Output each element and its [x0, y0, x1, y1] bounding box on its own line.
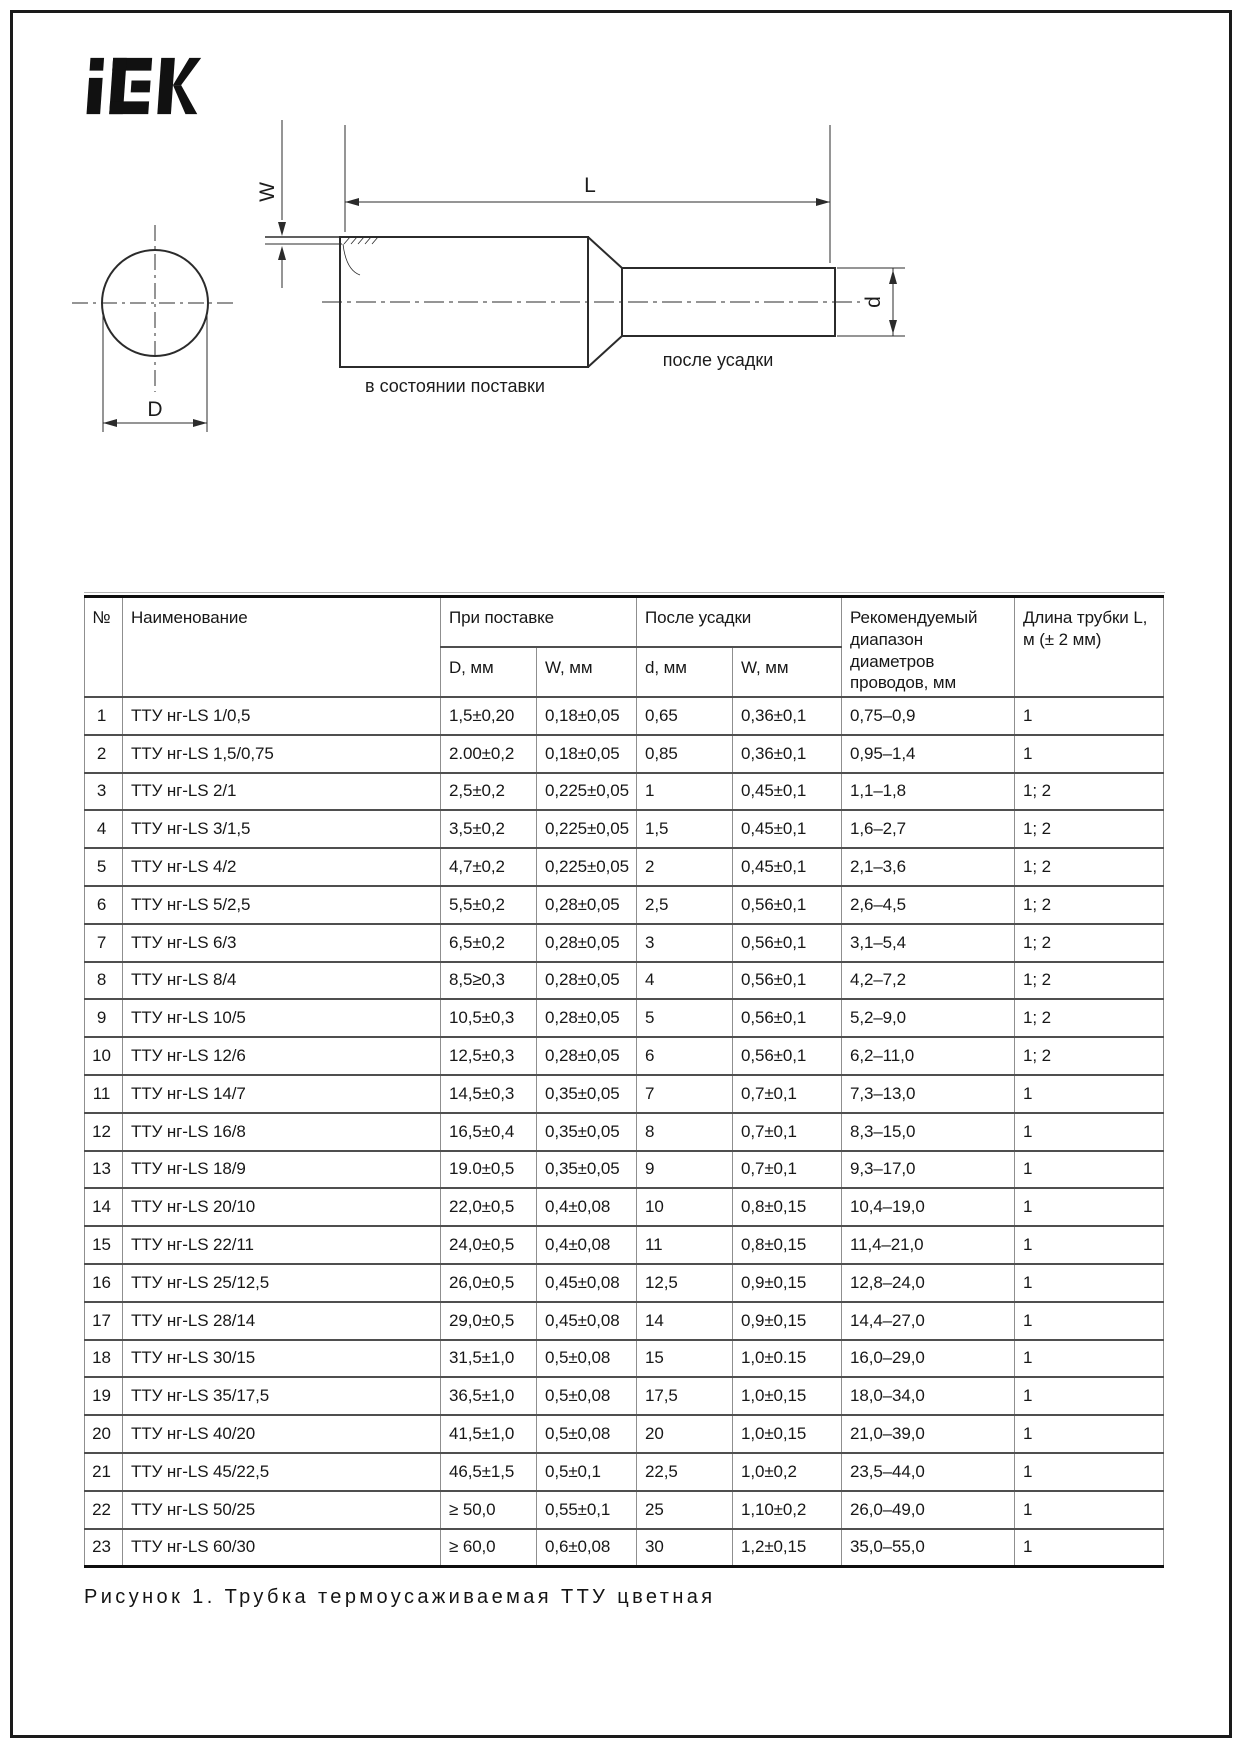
table-row: [85, 848, 1164, 886]
label-L: L: [584, 174, 596, 197]
logo-i-dot: [90, 58, 105, 71]
shrunk-w-value: 0,7±0,1: [733, 1151, 842, 1189]
item-name: ТТУ нг-LS 45/22,5: [123, 1453, 441, 1491]
table-row: [85, 1453, 1164, 1491]
row-number: 22: [85, 1491, 123, 1529]
label-W: W: [256, 182, 279, 202]
shrunk-d-value: 2,5: [637, 886, 733, 924]
shrunk-w-value: 0,56±0,1: [733, 924, 842, 962]
table-row: [85, 1188, 1164, 1226]
supplied-d-value: 2.00±0,2: [441, 735, 537, 773]
supplied-d-value: 5,5±0,2: [441, 886, 537, 924]
shrunk-d-value: 0,85: [637, 735, 733, 773]
iek-logo: [85, 55, 203, 117]
row-number: 17: [85, 1302, 123, 1340]
tube-length-value: 1: [1015, 1415, 1164, 1453]
shrunk-d-value: 3: [637, 924, 733, 962]
supplied-w-value: 0,28±0,05: [537, 886, 637, 924]
table-row: [85, 697, 1164, 735]
supplied-w-value: 0,28±0,05: [537, 1037, 637, 1075]
supplied-w-value: 0,35±0,05: [537, 1113, 637, 1151]
tube-length-value: 1: [1015, 1529, 1164, 1567]
item-name: ТТУ нг-LS 30/15: [123, 1340, 441, 1378]
tube-length-value: 1: [1015, 1453, 1164, 1491]
shrunk-d-value: 15: [637, 1340, 733, 1378]
row-number: 20: [85, 1415, 123, 1453]
header-shrunk-W: W, мм: [733, 647, 842, 697]
supplied-w-value: 0,225±0,05: [537, 810, 637, 848]
row-number: 13: [85, 1151, 123, 1189]
supplied-d-value: ≥ 60,0: [441, 1529, 537, 1567]
item-name: ТТУ нг-LS 14/7: [123, 1075, 441, 1113]
tube-end-view: [72, 225, 238, 392]
table-row: [85, 1113, 1164, 1151]
row-number: 12: [85, 1113, 123, 1151]
shrunk-w-value: 0,56±0,1: [733, 999, 842, 1037]
item-name: ТТУ нг-LS 35/17,5: [123, 1377, 441, 1415]
table-row: [85, 1151, 1164, 1189]
row-number: 3: [85, 773, 123, 811]
row-number: 15: [85, 1226, 123, 1264]
header-shrunk-d: d, мм: [637, 647, 733, 697]
supplied-w-value: 0,5±0,08: [537, 1377, 637, 1415]
shrunk-d-value: 4: [637, 962, 733, 1000]
supplied-d-value: 29,0±0,5: [441, 1302, 537, 1340]
item-name: ТТУ нг-LS 2/1: [123, 773, 441, 811]
table-row: [85, 1302, 1164, 1340]
item-name: ТТУ нг-LS 10/5: [123, 999, 441, 1037]
item-name: ТТУ нг-LS 12/6: [123, 1037, 441, 1075]
table-row: [85, 1340, 1164, 1378]
row-number: 19: [85, 1377, 123, 1415]
item-name: ТТУ нг-LS 3/1,5: [123, 810, 441, 848]
supplied-d-value: 36,5±1,0: [441, 1377, 537, 1415]
wire-range-value: 26,0–49,0: [842, 1491, 1015, 1529]
row-number: 6: [85, 886, 123, 924]
shrunk-d-value: 2: [637, 848, 733, 886]
wire-range-value: 18,0–34,0: [842, 1377, 1015, 1415]
supplied-w-value: 0,45±0,08: [537, 1302, 637, 1340]
table-row: [85, 1415, 1164, 1453]
shrunk-w-value: 0,8±0,15: [733, 1188, 842, 1226]
tube-length-value: 1; 2: [1015, 1037, 1164, 1075]
supplied-d-value: 8,5≥0,3: [441, 962, 537, 1000]
supplied-w-value: 0,5±0,08: [537, 1340, 637, 1378]
tube-length-value: 1: [1015, 1226, 1164, 1264]
wire-range-value: 4,2–7,2: [842, 962, 1015, 1000]
wall-hatching: [343, 237, 378, 275]
item-name: ТТУ нг-LS 22/11: [123, 1226, 441, 1264]
tube-length-value: 1; 2: [1015, 999, 1164, 1037]
header-supplied: При поставке: [441, 597, 637, 647]
supplied-d-value: 16,5±0,4: [441, 1113, 537, 1151]
tube-length-value: 1: [1015, 1340, 1164, 1378]
item-name: ТТУ нг-LS 1/0,5: [123, 697, 441, 735]
supplied-d-value: 14,5±0,3: [441, 1075, 537, 1113]
shrunk-w-value: 1,0±0,15: [733, 1415, 842, 1453]
supplied-w-value: 0,5±0,08: [537, 1415, 637, 1453]
logo-k-arm: [173, 58, 201, 85]
shrunk-w-value: 1,10±0,2: [733, 1491, 842, 1529]
header-tube-length: Длина трубки L, м (± 2 мм): [1015, 597, 1164, 698]
row-number: 18: [85, 1340, 123, 1378]
supplied-w-value: 0,55±0,1: [537, 1491, 637, 1529]
wire-range-value: 9,3–17,0: [842, 1151, 1015, 1189]
table-row: [85, 1491, 1164, 1529]
wire-range-value: 16,0–29,0: [842, 1340, 1015, 1378]
shrunk-w-value: 1,0±0,15: [733, 1377, 842, 1415]
wire-range-value: 23,5–44,0: [842, 1453, 1015, 1491]
table-row: [85, 999, 1164, 1037]
supplied-w-value: 0,35±0,05: [537, 1075, 637, 1113]
row-number: 11: [85, 1075, 123, 1113]
item-name: ТТУ нг-LS 16/8: [123, 1113, 441, 1151]
shrunk-d-value: 5: [637, 999, 733, 1037]
table-row: [85, 924, 1164, 962]
item-name: ТТУ нг-LS 25/12,5: [123, 1264, 441, 1302]
table-row: [85, 1075, 1164, 1113]
spec-table-body: [85, 697, 1164, 1566]
tube-length-value: 1; 2: [1015, 773, 1164, 811]
shrunk-w-value: 1,0±0.15: [733, 1340, 842, 1378]
row-number: 9: [85, 999, 123, 1037]
shrunk-d-value: 1,5: [637, 810, 733, 848]
logo-k-stem: [157, 58, 175, 114]
wire-range-value: 8,3–15,0: [842, 1113, 1015, 1151]
shrunk-d-value: 17,5: [637, 1377, 733, 1415]
shrunk-w-value: 0,36±0,1: [733, 697, 842, 735]
supplied-w-value: 0,18±0,05: [537, 735, 637, 773]
wire-range-value: 10,4–19,0: [842, 1188, 1015, 1226]
shrunk-d-value: 1: [637, 773, 733, 811]
wire-range-value: 6,2–11,0: [842, 1037, 1015, 1075]
tube-length-value: 1; 2: [1015, 924, 1164, 962]
header-supplied-D: D, мм: [441, 647, 537, 697]
item-name: ТТУ нг-LS 18/9: [123, 1151, 441, 1189]
wire-range-value: 3,1–5,4: [842, 924, 1015, 962]
wire-range-value: 7,3–13,0: [842, 1075, 1015, 1113]
shrunk-d-value: 30: [637, 1529, 733, 1567]
table-row: [85, 962, 1164, 1000]
shrunk-d-value: 8: [637, 1113, 733, 1151]
table-row: [85, 1264, 1164, 1302]
supplied-d-value: 41,5±1,0: [441, 1415, 537, 1453]
tube-length-value: 1: [1015, 1151, 1164, 1189]
wire-range-value: 14,4–27,0: [842, 1302, 1015, 1340]
spec-table: [84, 595, 1164, 1568]
label-supplied-state: в состоянии поставки: [365, 376, 545, 396]
wire-range-value: 35,0–55,0: [842, 1529, 1015, 1567]
wire-range-value: 2,6–4,5: [842, 886, 1015, 924]
shrunk-w-value: 0,45±0,1: [733, 773, 842, 811]
tube-length-value: 1: [1015, 1264, 1164, 1302]
table-row: [85, 810, 1164, 848]
tube-length-value: 1; 2: [1015, 810, 1164, 848]
tube-length-value: 1: [1015, 1113, 1164, 1151]
supplied-w-value: 0,35±0,05: [537, 1151, 637, 1189]
supplied-w-value: 0,4±0,08: [537, 1188, 637, 1226]
item-name: ТТУ нг-LS 40/20: [123, 1415, 441, 1453]
shrunk-d-value: 6: [637, 1037, 733, 1075]
header-wire-range: Рекомендуемый диапазон диаметров проводов, мм: [842, 597, 1015, 698]
item-name: ТТУ нг-LS 20/10: [123, 1188, 441, 1226]
shrunk-d-value: 22,5: [637, 1453, 733, 1491]
wire-range-value: 5,2–9,0: [842, 999, 1015, 1037]
tube-length-value: 1; 2: [1015, 848, 1164, 886]
shrunk-d-value: 12,5: [637, 1264, 733, 1302]
shrunk-d-value: 14: [637, 1302, 733, 1340]
shrunk-d-value: 7: [637, 1075, 733, 1113]
table-row: [85, 773, 1164, 811]
shrunk-d-value: 11: [637, 1226, 733, 1264]
tube-length-value: 1; 2: [1015, 886, 1164, 924]
shrunk-w-value: 0,7±0,1: [733, 1113, 842, 1151]
spec-table-wrap: [84, 592, 1165, 1568]
figure-caption: Рисунок 1. Трубка термоусаживаемая ТТУ цветная: [84, 1586, 716, 1608]
row-number: 21: [85, 1453, 123, 1491]
supplied-w-value: 0,225±0,05: [537, 848, 637, 886]
shrunk-w-value: 0,56±0,1: [733, 962, 842, 1000]
wire-range-value: 21,0–39,0: [842, 1415, 1015, 1453]
supplied-w-value: 0,28±0,05: [537, 962, 637, 1000]
supplied-d-value: 2,5±0,2: [441, 773, 537, 811]
shrunk-w-value: 1,2±0,15: [733, 1529, 842, 1567]
item-name: ТТУ нг-LS 4/2: [123, 848, 441, 886]
wire-range-value: 0,75–0,9: [842, 697, 1015, 735]
wire-range-value: 12,8–24,0: [842, 1264, 1015, 1302]
supplied-d-value: 4,7±0,2: [441, 848, 537, 886]
item-name: ТТУ нг-LS 50/25: [123, 1491, 441, 1529]
table-row: [85, 1529, 1164, 1567]
tube-length-value: 1: [1015, 1377, 1164, 1415]
label-D: D: [147, 398, 163, 421]
item-name: ТТУ нг-LS 6/3: [123, 924, 441, 962]
shrunk-d-value: 0,65: [637, 697, 733, 735]
item-name: ТТУ нг-LS 1,5/0,75: [123, 735, 441, 773]
shrunk-d-value: 25: [637, 1491, 733, 1529]
shrunk-d-value: 10: [637, 1188, 733, 1226]
row-number: 10: [85, 1037, 123, 1075]
shrunk-w-value: 0,56±0,1: [733, 886, 842, 924]
wire-range-value: 2,1–3,6: [842, 848, 1015, 886]
supplied-d-value: 24,0±0,5: [441, 1226, 537, 1264]
shrunk-w-value: 0,45±0,1: [733, 810, 842, 848]
supplied-w-value: 0,45±0,08: [537, 1264, 637, 1302]
logo-k-leg: [171, 85, 199, 114]
table-row: [85, 1226, 1164, 1264]
supplied-d-value: 3,5±0,2: [441, 810, 537, 848]
supplied-d-value: 19.0±0,5: [441, 1151, 537, 1189]
wire-range-value: 0,95–1,4: [842, 735, 1015, 773]
shrunk-d-value: 9: [637, 1151, 733, 1189]
label-after-shrink: после усадки: [662, 350, 774, 370]
supplied-d-value: 6,5±0,2: [441, 924, 537, 962]
supplied-w-value: 0,6±0,08: [537, 1529, 637, 1567]
table-row: [85, 735, 1164, 773]
row-number: 16: [85, 1264, 123, 1302]
label-d: d: [862, 296, 885, 308]
item-name: ТТУ нг-LS 5/2,5: [123, 886, 441, 924]
tube-length-value: 1: [1015, 1491, 1164, 1529]
wire-range-value: 1,6–2,7: [842, 810, 1015, 848]
logo-e-bottom: [109, 101, 149, 114]
tube-length-value: 1: [1015, 1188, 1164, 1226]
table-row: [85, 1377, 1164, 1415]
shrunk-w-value: 0,9±0,15: [733, 1302, 842, 1340]
supplied-w-value: 0,4±0,08: [537, 1226, 637, 1264]
supplied-w-value: 0,28±0,05: [537, 924, 637, 962]
row-number: 14: [85, 1188, 123, 1226]
shrunk-w-value: 0,45±0,1: [733, 848, 842, 886]
supplied-d-value: 1,5±0,20: [441, 697, 537, 735]
item-name: ТТУ нг-LS 28/14: [123, 1302, 441, 1340]
supplied-d-value: ≥ 50,0: [441, 1491, 537, 1529]
spec-table-header: [85, 597, 1164, 698]
table-row: [85, 886, 1164, 924]
header-num: №: [85, 597, 123, 698]
table-row: [85, 1037, 1164, 1075]
tube-length-value: 1: [1015, 1302, 1164, 1340]
shrunk-w-value: 0,36±0,1: [733, 735, 842, 773]
header-after-shrink: После усадки: [637, 597, 842, 647]
supplied-w-value: 0,18±0,05: [537, 697, 637, 735]
row-number: 5: [85, 848, 123, 886]
row-number: 7: [85, 924, 123, 962]
technical-drawing: [60, 120, 1020, 470]
row-number: 8: [85, 962, 123, 1000]
logo-e-mid: [131, 81, 151, 93]
shrunk-w-value: 0,8±0,15: [733, 1226, 842, 1264]
row-number: 4: [85, 810, 123, 848]
shrunk-w-value: 0,56±0,1: [733, 1037, 842, 1075]
shrunk-w-value: 0,7±0,1: [733, 1075, 842, 1113]
supplied-d-value: 26,0±0,5: [441, 1264, 537, 1302]
wire-range-value: 1,1–1,8: [842, 773, 1015, 811]
logo-i-stem: [87, 78, 103, 114]
tube-length-value: 1: [1015, 1075, 1164, 1113]
supplied-d-value: 12,5±0,3: [441, 1037, 537, 1075]
supplied-d-value: 22,0±0,5: [441, 1188, 537, 1226]
item-name: ТТУ нг-LS 60/30: [123, 1529, 441, 1567]
item-name: ТТУ нг-LS 8/4: [123, 962, 441, 1000]
tube-length-value: 1: [1015, 697, 1164, 735]
shrunk-d-value: 20: [637, 1415, 733, 1453]
supplied-d-value: 31,5±1,0: [441, 1340, 537, 1378]
tube-length-value: 1: [1015, 735, 1164, 773]
row-number: 1: [85, 697, 123, 735]
supplied-d-value: 10,5±0,3: [441, 999, 537, 1037]
shrunk-w-value: 0,9±0,15: [733, 1264, 842, 1302]
supplied-w-value: 0,5±0,1: [537, 1453, 637, 1491]
tube-length-value: 1; 2: [1015, 962, 1164, 1000]
row-number: 23: [85, 1529, 123, 1567]
header-supplied-W: W, мм: [537, 647, 637, 697]
shrunk-w-value: 1,0±0,2: [733, 1453, 842, 1491]
header-name: Наименование: [123, 597, 441, 698]
row-number: 2: [85, 735, 123, 773]
wire-range-value: 11,4–21,0: [842, 1226, 1015, 1264]
supplied-d-value: 46,5±1,5: [441, 1453, 537, 1491]
supplied-w-value: 0,225±0,05: [537, 773, 637, 811]
supplied-w-value: 0,28±0,05: [537, 999, 637, 1037]
